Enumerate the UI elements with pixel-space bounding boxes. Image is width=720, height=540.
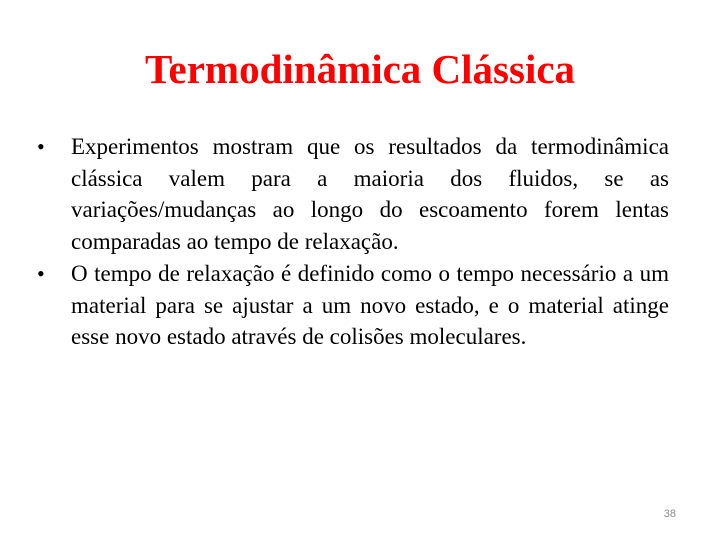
bullet-list	[35, 131, 669, 353]
bullet-item	[35, 131, 669, 258]
slide-title: Termodinâmica Clássica	[144, 46, 576, 92]
bullet-item	[35, 258, 669, 353]
bullet-icon: •	[37, 260, 45, 286]
bullet-icon: •	[37, 134, 45, 159]
bullet-text: Experimentos mostram que os resultados da termodinâmica clássica valem para a maioria dos fluidos, se as variações/mudanças ao longo do escoamento forem lentas comparadas ao tempo de relaxação.	[71, 134, 669, 255]
page-number: 38	[663, 508, 676, 520]
bullet-text: O tempo de relaxação é definido como o tempo necessário a um material para se ajustar a um novo estado, e o material atinge esse novo estado através de colisões moleculares.	[71, 260, 669, 350]
